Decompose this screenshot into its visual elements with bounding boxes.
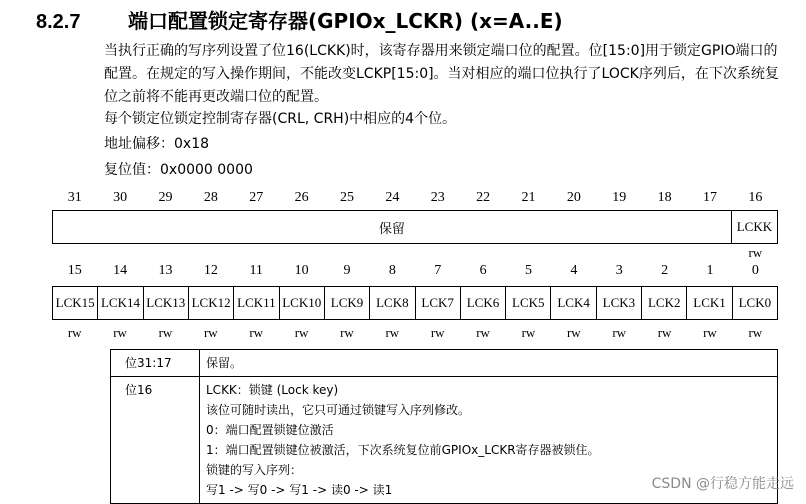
lck-field: LCK8 — [369, 287, 414, 319]
bit-number: 12 — [203, 263, 218, 278]
bit-number: 28 — [203, 190, 218, 205]
lck-field: LCK10 — [279, 287, 324, 319]
lck-field: LCK6 — [460, 287, 505, 319]
access-type: rw — [521, 325, 536, 340]
bit-number: 13 — [158, 263, 173, 278]
bit-number: 8 — [388, 263, 396, 278]
access-type: rw — [703, 325, 717, 340]
register-row-high — [52, 210, 778, 244]
access-type: rw — [430, 325, 445, 340]
bit-number: 21 — [521, 190, 536, 205]
bit-number: 24 — [385, 190, 400, 205]
access-type: rw — [657, 325, 672, 340]
description-line: LCKK：锁键 (Lock key) — [206, 383, 339, 397]
lock-note: 每个锁定位锁定控制寄存器(CRL, CRH)中相应的4个位。 — [104, 111, 457, 127]
bit-range: 位16 — [111, 377, 200, 504]
bit-description — [200, 350, 778, 377]
lck-field: LCK11 — [233, 287, 278, 319]
reserved-field: 保留 — [378, 221, 405, 237]
access-type: rw — [113, 325, 127, 340]
access-type: rw — [203, 325, 218, 340]
access-row-high — [52, 244, 778, 262]
bit-number: 15 — [67, 263, 82, 278]
access-type: rw — [566, 325, 581, 340]
bit-number: 14 — [113, 263, 128, 278]
lck-field: LCK12 — [188, 287, 233, 319]
access-type: rw — [158, 325, 173, 340]
access-row-low — [52, 324, 778, 342]
register-row-low — [52, 286, 778, 320]
lck-field: LCK2 — [641, 287, 686, 319]
bit-number: 11 — [249, 263, 263, 278]
lck-field: LCK9 — [324, 287, 369, 319]
bit-number: 22 — [476, 190, 491, 205]
lck-field: LCK15 — [55, 295, 95, 310]
section-heading — [36, 8, 563, 35]
bit-number: 30 — [113, 190, 128, 205]
access-type: rw — [340, 325, 354, 340]
bit-number: 7 — [434, 263, 442, 278]
bit-numbers-low — [52, 261, 778, 281]
section-title: 端口配置锁定寄存器(GPIOx_LCKR) (x=A..E) — [128, 9, 563, 33]
bit-number: 18 — [657, 190, 672, 205]
bit-number: 17 — [702, 190, 717, 205]
access-type: rw — [748, 245, 763, 260]
intro-paragraph: 当执行正确的写序列设置了位16(LCKK)时，该寄存器用来锁定端口位的配置。位[15:0]用于锁定GPIO端口的配置。在规定的写入操作期间，不能改变LCKP[15:0]。当对相应的端口位执行了LOCK序列后，在下次系统复位之前将不能再更改端口位的配置。 — [104, 43, 779, 105]
bit-number: 4 — [570, 263, 578, 278]
section-number: 8.2.7 — [36, 11, 81, 33]
bit-number: 19 — [612, 190, 627, 205]
bit-number: 25 — [339, 190, 354, 205]
bit-number: 2 — [661, 263, 669, 278]
bit-number: 3 — [615, 263, 623, 278]
lck-field: LCK0 — [732, 287, 777, 319]
access-type: rw — [249, 325, 264, 340]
description-line: 0：端口配置锁键位激活 — [206, 423, 334, 437]
bit-number: 10 — [294, 263, 309, 278]
access-type: rw — [294, 325, 309, 340]
access-type: rw — [67, 325, 82, 340]
reset-value: 复位值：0x0000 0000 — [104, 162, 253, 178]
bit-number: 5 — [524, 263, 532, 278]
description-line: 写1 -> 写0 -> 写1 -> 读0 -> 读1 — [206, 483, 393, 497]
description-line: 锁键的写入序列： — [206, 463, 303, 477]
bit-number: 0 — [751, 263, 759, 278]
access-type: rw — [385, 325, 400, 340]
bit-number: 16 — [748, 190, 763, 205]
bit-number: 26 — [294, 190, 309, 205]
bit-range: 位31:17 — [111, 350, 200, 377]
lck-field: LCK3 — [596, 287, 641, 319]
access-type: rw — [612, 325, 627, 340]
address-offset: 地址偏移：0x18 — [104, 136, 210, 152]
bit-numbers-high — [52, 188, 778, 208]
description-line: 保留。 — [206, 356, 243, 370]
bit-number: 1 — [706, 263, 714, 278]
watermark: CSDN @行稳方能走远 — [651, 476, 794, 492]
lck-field: LCK1 — [686, 287, 731, 319]
lck-field: LCK7 — [415, 287, 460, 319]
lck-field: LCK4 — [550, 287, 595, 319]
description-line: 该位可随时读出，它只可通过锁键写入序列修改。 — [206, 403, 471, 417]
lck-field: LCK14 — [97, 287, 142, 319]
bit-number: 6 — [479, 263, 487, 278]
bit-number: 9 — [343, 263, 351, 278]
lckk-field: LCKK — [731, 211, 777, 243]
bit-number: 29 — [158, 190, 173, 205]
bit-number: 27 — [249, 190, 264, 205]
bit-number: 31 — [67, 190, 82, 205]
table-row — [111, 350, 778, 377]
bit-number: 20 — [566, 190, 581, 205]
lck-field: LCK13 — [143, 287, 188, 319]
access-type: rw — [476, 325, 490, 340]
access-type: rw — [748, 325, 763, 340]
lck-field: LCK5 — [505, 287, 550, 319]
description-line: 1：端口配置锁键位被激活，下次系统复位前GPIOx_LCKR寄存器被锁住。 — [206, 443, 600, 457]
bit-number: 23 — [430, 190, 445, 205]
